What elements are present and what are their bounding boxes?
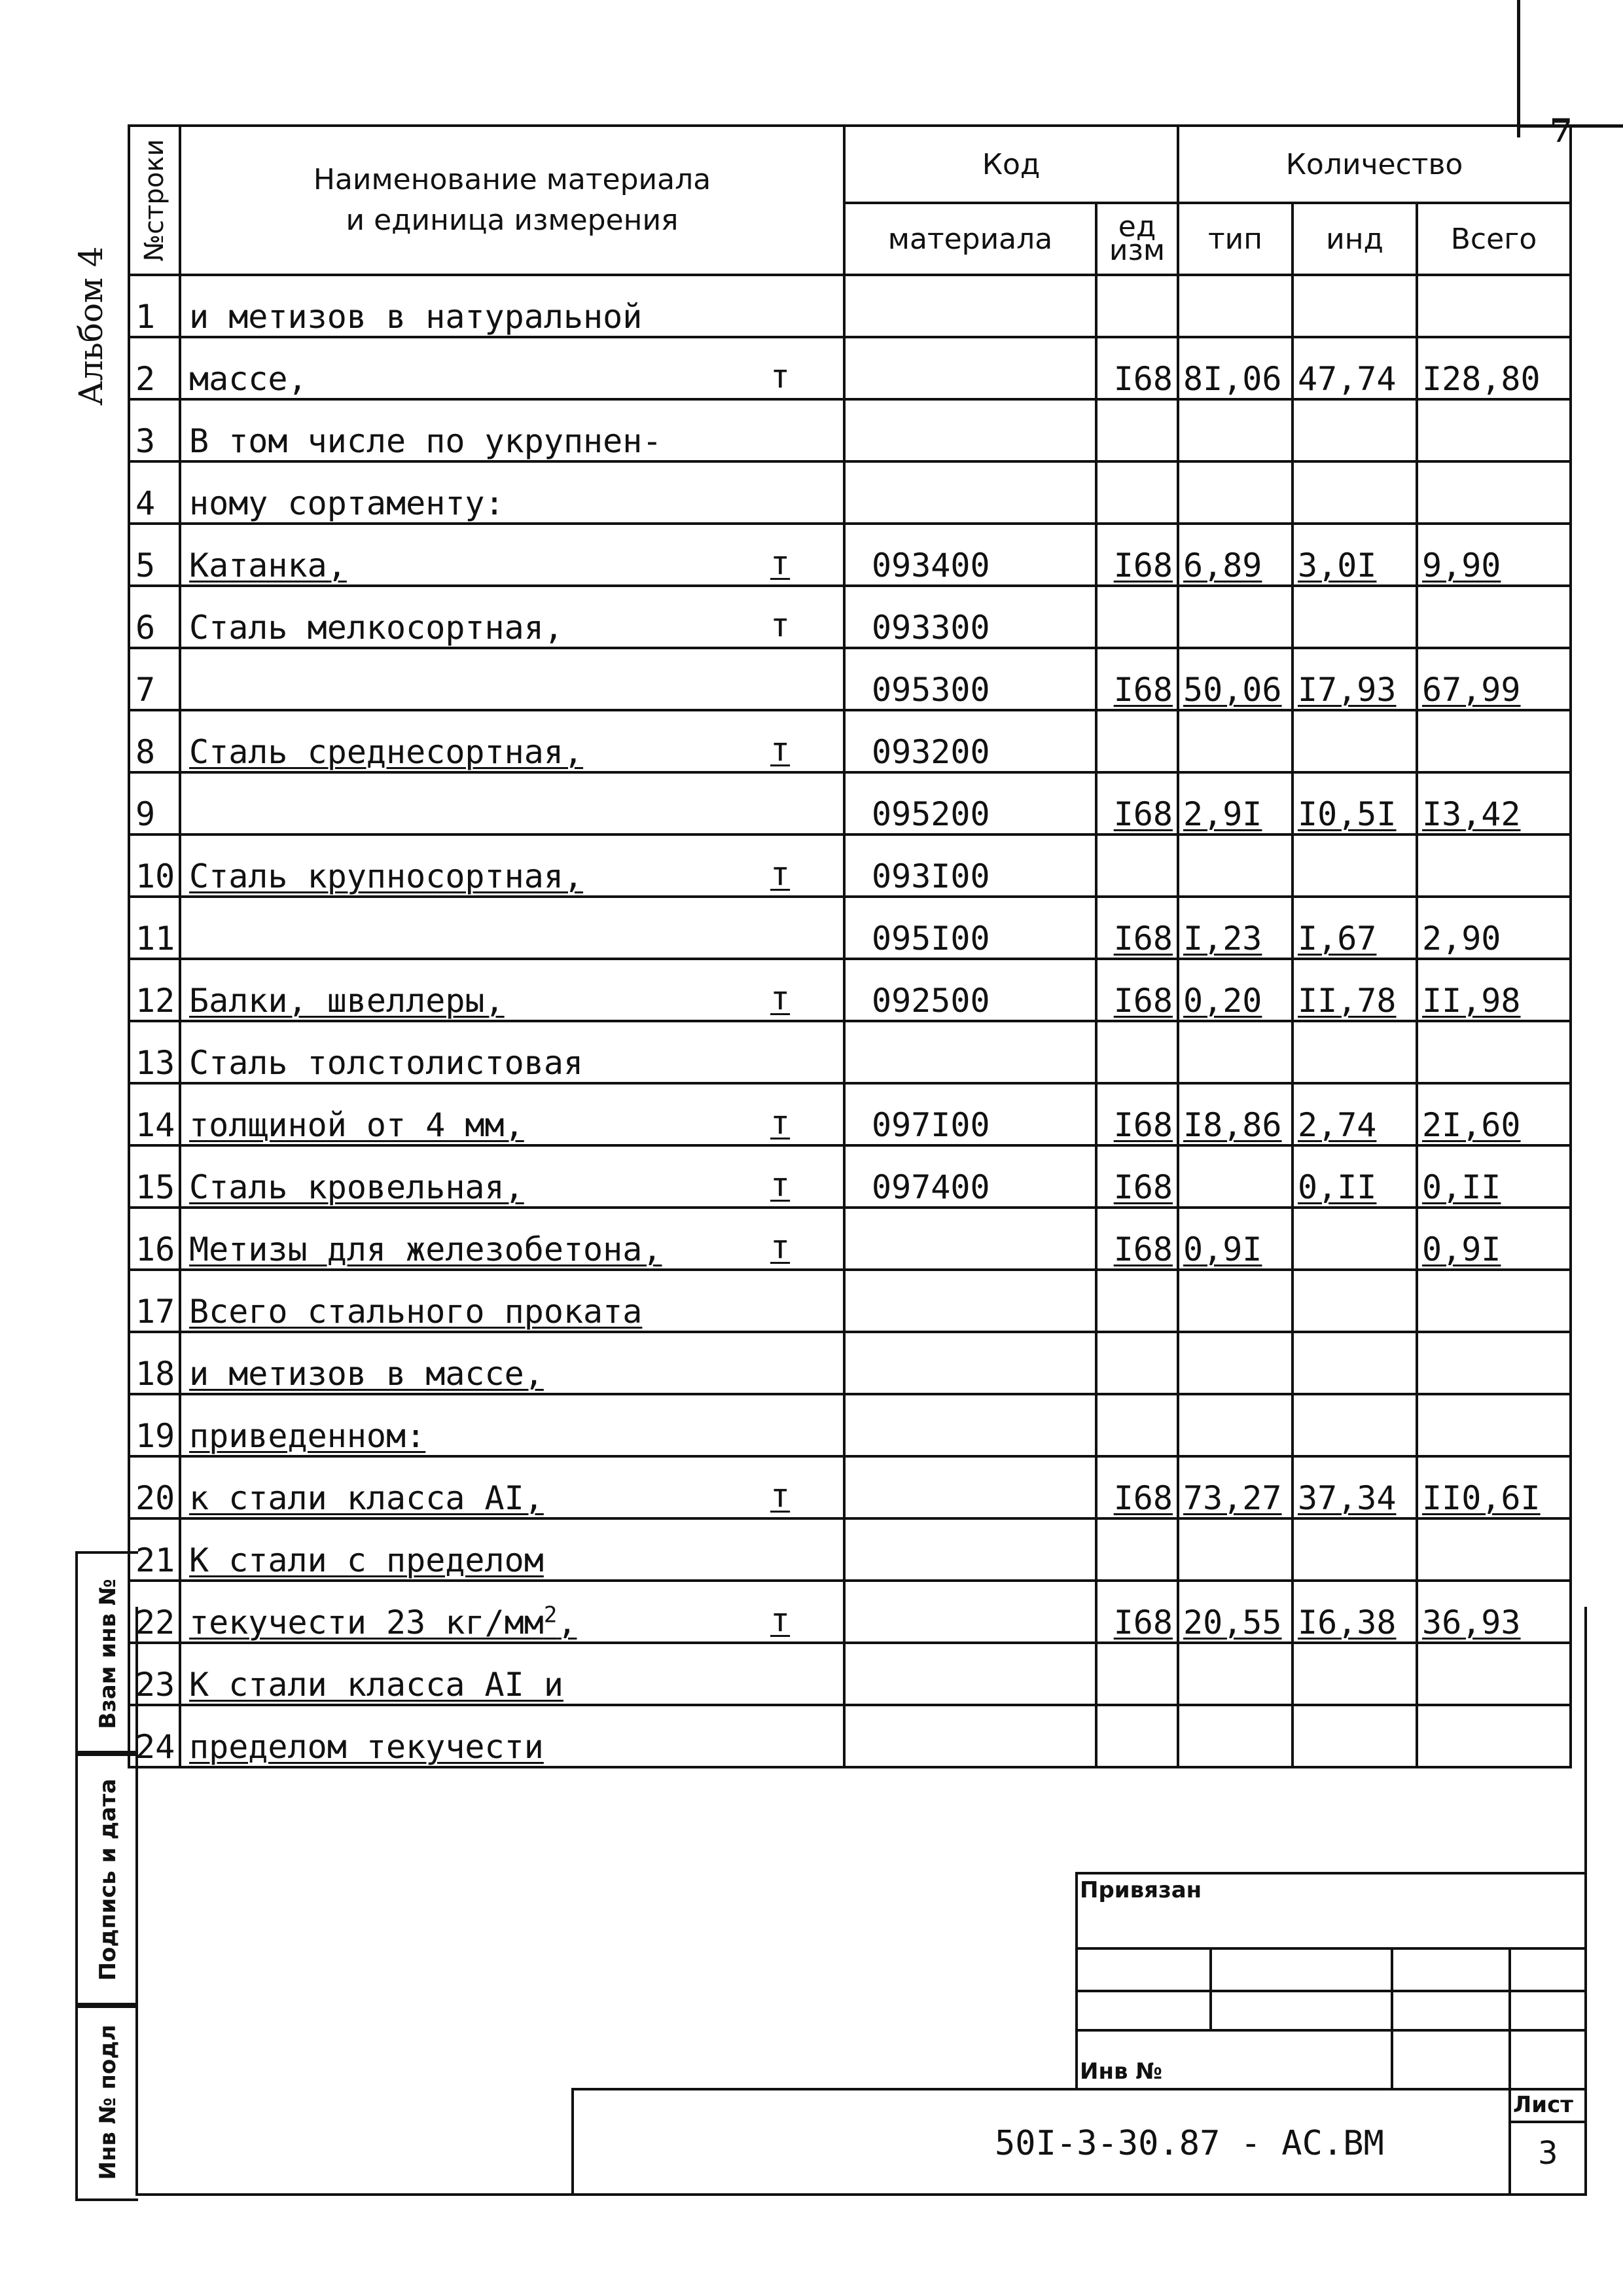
unit-code	[1096, 1270, 1178, 1332]
material-name: Сталь мелкосортная, т	[180, 586, 844, 648]
material-name: текучести 23 $кг/мм^2$, т	[180, 1581, 844, 1643]
table-row	[129, 1145, 1571, 1208]
material-code	[844, 461, 1096, 524]
material-code	[844, 1581, 1096, 1643]
qty-total	[1417, 1332, 1571, 1394]
table-row	[129, 1021, 1571, 1083]
qty-tip: 6,89	[1178, 524, 1293, 586]
unit-code: I68	[1096, 524, 1178, 586]
material-code	[844, 1643, 1096, 1705]
unit-code	[1096, 275, 1178, 337]
material-code: 097400	[844, 1145, 1096, 1208]
row-number: 1	[129, 275, 180, 337]
qty-total: II,98	[1417, 959, 1571, 1021]
qty-tip	[1178, 1021, 1293, 1083]
material-code: 092500	[844, 959, 1096, 1021]
material-name: толщиной от 4 мм, т	[180, 1083, 844, 1145]
material-name: Балки, швеллеры, т	[180, 959, 844, 1021]
unit-of-measure: т	[770, 730, 791, 768]
table-row	[129, 275, 1571, 337]
material-name: Сталь среднесортная, т	[180, 710, 844, 772]
vzam-inv-cell	[75, 1551, 138, 1756]
qty-ind	[1293, 710, 1417, 772]
table-row	[129, 1332, 1571, 1394]
qty-ind: I7,93	[1293, 648, 1417, 710]
unit-code	[1096, 461, 1178, 524]
qty-tip	[1178, 1643, 1293, 1705]
row-number: 19	[129, 1394, 180, 1456]
unit-code: I68	[1096, 1208, 1178, 1270]
table-row	[129, 834, 1571, 897]
material-name: к стали класса AI, т	[180, 1456, 844, 1518]
qty-ind: I0,5I	[1293, 772, 1417, 834]
qty-tip	[1178, 1270, 1293, 1332]
qty-tip: 20,55	[1178, 1581, 1293, 1643]
qty-tip	[1178, 461, 1293, 524]
table-row	[129, 1270, 1571, 1332]
qty-tip	[1178, 1394, 1293, 1456]
unit-code: I68	[1096, 337, 1178, 399]
material-name: и метизов в массе,	[180, 1332, 844, 1394]
frame-left-line	[135, 1607, 138, 2196]
material-code	[844, 1705, 1096, 1767]
qty-total: 0,II	[1417, 1145, 1571, 1208]
material-name	[180, 648, 844, 710]
qty-total	[1417, 399, 1571, 461]
qty-total	[1417, 1270, 1571, 1332]
tb-line	[1075, 1872, 1078, 2088]
row-number: 20	[129, 1456, 180, 1518]
qty-tip: I,23	[1178, 897, 1293, 959]
row-number: 6	[129, 586, 180, 648]
row-number: 3	[129, 399, 180, 461]
material-code	[844, 1208, 1096, 1270]
table-row	[129, 1394, 1571, 1456]
material-name: Сталь толстолистовая	[180, 1021, 844, 1083]
qty-ind	[1293, 1208, 1417, 1270]
unit-code	[1096, 834, 1178, 897]
row-number: 22	[129, 1581, 180, 1643]
row-number: 23	[129, 1643, 180, 1705]
name-header-line1: Наименование материала	[313, 163, 711, 196]
unit-code	[1096, 1705, 1178, 1767]
privyazan-label: Привязан	[1080, 1877, 1202, 1903]
frame-right-line	[1584, 1607, 1587, 2196]
table-row	[129, 586, 1571, 648]
material-code: 095I00	[844, 897, 1096, 959]
row-number: 18	[129, 1332, 180, 1394]
unit-code: I68	[1096, 1456, 1178, 1518]
qty-tip	[1178, 1145, 1293, 1208]
qty-ind: 3,0I	[1293, 524, 1417, 586]
qty-total	[1417, 1394, 1571, 1456]
table-row	[129, 524, 1571, 586]
qty-ind	[1293, 1332, 1417, 1394]
qty-total: 2I,60	[1417, 1083, 1571, 1145]
inv-podl-label: Инв № подл	[95, 2024, 121, 2180]
material-code	[844, 1394, 1096, 1456]
qty-total: 0,9I	[1417, 1208, 1571, 1270]
row-number: 8	[129, 710, 180, 772]
tb-line	[571, 2088, 1586, 2090]
qty-tip: 8I,06	[1178, 337, 1293, 399]
unit-code	[1096, 586, 1178, 648]
row-number-header: №строки	[129, 126, 180, 275]
unit-of-measure: т	[770, 1103, 791, 1141]
unit-code	[1096, 1643, 1178, 1705]
row-number: 17	[129, 1270, 180, 1332]
inv-no-label: Инв №	[1080, 2058, 1163, 2085]
material-name: Метизы для железобетона, т	[180, 1208, 844, 1270]
unit-header: ед изм	[1096, 203, 1178, 275]
qty-total	[1417, 461, 1571, 524]
qty-tip	[1178, 275, 1293, 337]
sheet-label: Лист	[1513, 2092, 1573, 2118]
signature-date-cell	[75, 1751, 138, 2008]
qty-total: I28,80	[1417, 337, 1571, 399]
qty-total: 2,90	[1417, 897, 1571, 959]
tb-line	[571, 2088, 574, 2196]
qty-total: 36,93	[1417, 1581, 1571, 1643]
qty-ind	[1293, 275, 1417, 337]
tb-line	[1391, 1947, 1393, 2088]
row-number: 24	[129, 1705, 180, 1767]
material-name	[180, 897, 844, 959]
row-number: 11	[129, 897, 180, 959]
qty-tip	[1178, 834, 1293, 897]
document-code: 50I-3-30.87 - АС.ВМ	[995, 2124, 1384, 2163]
unit-of-measure: т	[770, 855, 791, 893]
unit-of-measure: т	[770, 1477, 791, 1515]
table-row	[129, 1643, 1571, 1705]
qty-total	[1417, 1518, 1571, 1581]
material-name: К стали с пределом	[180, 1518, 844, 1581]
material-name: Катанка, т	[180, 524, 844, 586]
sheet-number: 3	[1538, 2135, 1558, 2172]
qty-total: 9,90	[1417, 524, 1571, 586]
qty-total	[1417, 275, 1571, 337]
row-number: 16	[129, 1208, 180, 1270]
material-code	[844, 337, 1096, 399]
row-number: 2	[129, 337, 180, 399]
page-number-box	[1517, 0, 1623, 150]
row-number: 14	[129, 1083, 180, 1145]
qty-total	[1417, 1705, 1571, 1767]
row-number: 9	[129, 772, 180, 834]
qty-tip: 2,9I	[1178, 772, 1293, 834]
unit-of-measure: т	[770, 357, 791, 395]
material-name: приведенном:	[180, 1394, 844, 1456]
unit-code: I68	[1096, 1145, 1178, 1208]
qty-ind: II,78	[1293, 959, 1417, 1021]
table-row	[129, 337, 1571, 399]
material-code	[844, 275, 1096, 337]
table-row	[129, 399, 1571, 461]
material-code: 093400	[844, 524, 1096, 586]
name-header-line2: и единица измерения	[346, 204, 679, 237]
material-name: и метизов в натуральной	[180, 275, 844, 337]
material-name: массе, т	[180, 337, 844, 399]
material-code: 097I00	[844, 1083, 1096, 1145]
material-name: Сталь кровельная, т	[180, 1145, 844, 1208]
signature-date-label: Подпись и дата	[95, 1778, 121, 1981]
material-name: К стали класса AI и	[180, 1643, 844, 1705]
material-name: В том числе по укрупнен-	[180, 399, 844, 461]
qty-ind: 37,34	[1293, 1456, 1417, 1518]
material-name: ному сортаменту:	[180, 461, 844, 524]
row-number: 4	[129, 461, 180, 524]
tb-line	[1075, 1872, 1586, 1874]
qty-tip	[1178, 1332, 1293, 1394]
material-code-header: материала	[844, 203, 1096, 275]
unit-of-measure: т	[770, 979, 791, 1017]
unit-code: I68	[1096, 1581, 1178, 1643]
unit-code	[1096, 1518, 1178, 1581]
table-row	[129, 1581, 1571, 1643]
material-code	[844, 1021, 1096, 1083]
material-name: Сталь крупносортная, т	[180, 834, 844, 897]
material-code	[844, 1332, 1096, 1394]
ind-header: инд	[1293, 203, 1417, 275]
material-code	[844, 1270, 1096, 1332]
material-code	[844, 1456, 1096, 1518]
table-row	[129, 1083, 1571, 1145]
qty-ind: I6,38	[1293, 1581, 1417, 1643]
quantity-header: Количество	[1178, 126, 1571, 203]
row-number: 5	[129, 524, 180, 586]
qty-ind	[1293, 1270, 1417, 1332]
qty-ind: I,67	[1293, 897, 1417, 959]
unit-code	[1096, 1394, 1178, 1456]
qty-ind	[1293, 461, 1417, 524]
unit-code: I68	[1096, 897, 1178, 959]
table-row	[129, 648, 1571, 710]
qty-ind	[1293, 834, 1417, 897]
table-row	[129, 897, 1571, 959]
material-name	[180, 772, 844, 834]
qty-tip: 50,06	[1178, 648, 1293, 710]
qty-total: II0,6I	[1417, 1456, 1571, 1518]
inv-podl-cell	[75, 2003, 138, 2201]
qty-ind: 0,II	[1293, 1145, 1417, 1208]
material-code: 093200	[844, 710, 1096, 772]
qty-tip	[1178, 1518, 1293, 1581]
qty-ind	[1293, 1394, 1417, 1456]
code-header: Код	[844, 126, 1178, 203]
tb-line	[1209, 1947, 1212, 2029]
qty-total	[1417, 1021, 1571, 1083]
tip-header: тип	[1178, 203, 1293, 275]
table-row	[129, 772, 1571, 834]
album-label: Альбом 4	[72, 246, 110, 406]
unit-code	[1096, 399, 1178, 461]
qty-tip	[1178, 1705, 1293, 1767]
unit-code	[1096, 1021, 1178, 1083]
qty-tip	[1178, 586, 1293, 648]
tb-line	[1508, 2121, 1586, 2123]
qty-ind	[1293, 1643, 1417, 1705]
qty-total: I3,42	[1417, 772, 1571, 834]
material-code: 095300	[844, 648, 1096, 710]
unit-of-measure: т	[770, 544, 791, 582]
name-header	[180, 126, 844, 275]
table-row	[129, 1208, 1571, 1270]
unit-of-measure: т	[770, 1228, 791, 1266]
vzam-inv-label: Взам инв №	[95, 1578, 121, 1729]
qty-total	[1417, 710, 1571, 772]
qty-tip	[1178, 399, 1293, 461]
table-body	[129, 275, 1571, 1767]
row-number: 10	[129, 834, 180, 897]
table-row	[129, 461, 1571, 524]
qty-ind	[1293, 1021, 1417, 1083]
row-number: 15	[129, 1145, 180, 1208]
table-row	[129, 959, 1571, 1021]
page-number: 7	[1550, 111, 1573, 150]
material-name: пределом текучести	[180, 1705, 844, 1767]
unit-code	[1096, 1332, 1178, 1394]
materials-table	[128, 124, 1572, 1768]
qty-ind: 47,74	[1293, 337, 1417, 399]
qty-ind: 2,74	[1293, 1083, 1417, 1145]
unit-code: I68	[1096, 772, 1178, 834]
unit-code	[1096, 710, 1178, 772]
qty-total	[1417, 586, 1571, 648]
qty-ind	[1293, 1518, 1417, 1581]
material-code: 093300	[844, 586, 1096, 648]
tb-line	[1508, 1947, 1511, 2196]
frame-bottom-line	[135, 2193, 1587, 2196]
material-code: 093I00	[844, 834, 1096, 897]
qty-tip: 73,27	[1178, 1456, 1293, 1518]
total-header: Всего	[1417, 203, 1571, 275]
qty-tip: 0,20	[1178, 959, 1293, 1021]
table-row	[129, 1518, 1571, 1581]
table-row	[129, 1456, 1571, 1518]
material-name: Всего стального проката	[180, 1270, 844, 1332]
material-code: 095200	[844, 772, 1096, 834]
qty-tip: I8,86	[1178, 1083, 1293, 1145]
unit-of-measure: т	[770, 606, 791, 644]
qty-total	[1417, 834, 1571, 897]
qty-total	[1417, 1643, 1571, 1705]
table-row	[129, 1705, 1571, 1767]
unit-code: I68	[1096, 648, 1178, 710]
row-number: 21	[129, 1518, 180, 1581]
qty-ind	[1293, 1705, 1417, 1767]
material-code	[844, 399, 1096, 461]
row-number: 13	[129, 1021, 180, 1083]
qty-tip: 0,9I	[1178, 1208, 1293, 1270]
qty-ind	[1293, 586, 1417, 648]
qty-total: 67,99	[1417, 648, 1571, 710]
row-number: 7	[129, 648, 180, 710]
row-number: 12	[129, 959, 180, 1021]
qty-ind	[1293, 399, 1417, 461]
unit-of-measure: т	[770, 1166, 791, 1204]
material-code	[844, 1518, 1096, 1581]
unit-code: I68	[1096, 1083, 1178, 1145]
unit-of-measure: т	[770, 1601, 791, 1639]
qty-tip	[1178, 710, 1293, 772]
unit-code: I68	[1096, 959, 1178, 1021]
table-row	[129, 710, 1571, 772]
